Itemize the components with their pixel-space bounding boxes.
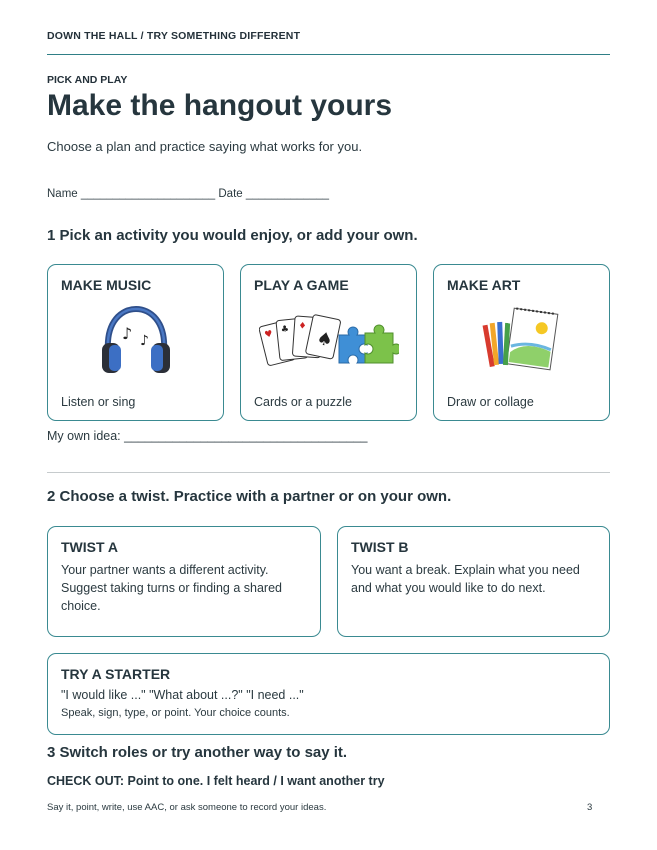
svg-text:♠: ♠ [314,327,335,352]
header-divider [47,54,610,55]
starter-note: Speak, sign, type, or point. Your choice counts. [61,707,290,719]
page-title: Make the hangout yours [47,89,393,122]
own-idea-field[interactable]: My own idea: ___________________________________ [47,429,368,443]
activity-card-game[interactable] [240,264,417,421]
activity-title: MAKE ART [447,277,521,293]
running-head: DOWN THE HALL / TRY SOMETHING DIFFERENT [47,30,301,42]
twist-body: You want a break. Explain what you need and what you would like to do next. [351,563,580,595]
activity-card-art[interactable] [433,264,610,421]
activity-caption: Cards or a puzzle [254,395,352,409]
svg-text:♦: ♦ [297,321,307,332]
twist-card-a [47,526,321,637]
activity-title: PLAY A GAME [254,277,349,293]
activity-title: MAKE MUSIC [61,277,152,293]
svg-text:♪: ♪ [139,333,149,349]
svg-text:♣: ♣ [279,324,290,336]
cards-puzzle-icon [259,311,399,378]
checkout-prompt: CHECK OUT: Point to one. I felt heard / I want another try [47,774,385,788]
activity-card-music[interactable] [47,264,224,421]
starter-title: TRY A STARTER [61,666,171,682]
twist-title: TWIST A [61,539,119,555]
headphones-icon [100,303,172,382]
step-1-heading: 1 Pick an activity you would enjoy, or add your own. [47,227,418,244]
svg-text:♥: ♥ [263,329,274,341]
step-3-heading: 3 Switch roles or try another way to say it. [47,744,348,761]
name-date-field[interactable]: Name _____________________ Date _____________ [47,188,330,200]
page-number: 3 [587,802,593,813]
page-subtitle: Choose a plan and practice saying what works for you. [47,139,363,154]
section-divider [47,472,610,473]
activity-caption: Listen or sing [61,395,136,409]
twist-card-b [337,526,610,637]
starter-phrases: "I would like ..." "What about ...?" "I need ..." [61,688,304,702]
section-kicker: PICK AND PLAY [47,74,128,86]
step-2-heading: 2 Choose a twist. Practice with a partner or on your own. [47,488,452,505]
twist-title: TWIST B [351,539,409,555]
twist-body: Your partner wants a different activity. Suggest taking turns or finding a shared choice. [61,563,282,613]
activity-caption: Draw or collage [447,395,534,409]
svg-text:♪: ♪ [121,324,132,343]
starter-card [47,653,610,735]
art-supplies-icon [482,305,562,380]
footer-note: Say it, point, write, use AAC, or ask someone to record your ideas. [47,802,327,813]
